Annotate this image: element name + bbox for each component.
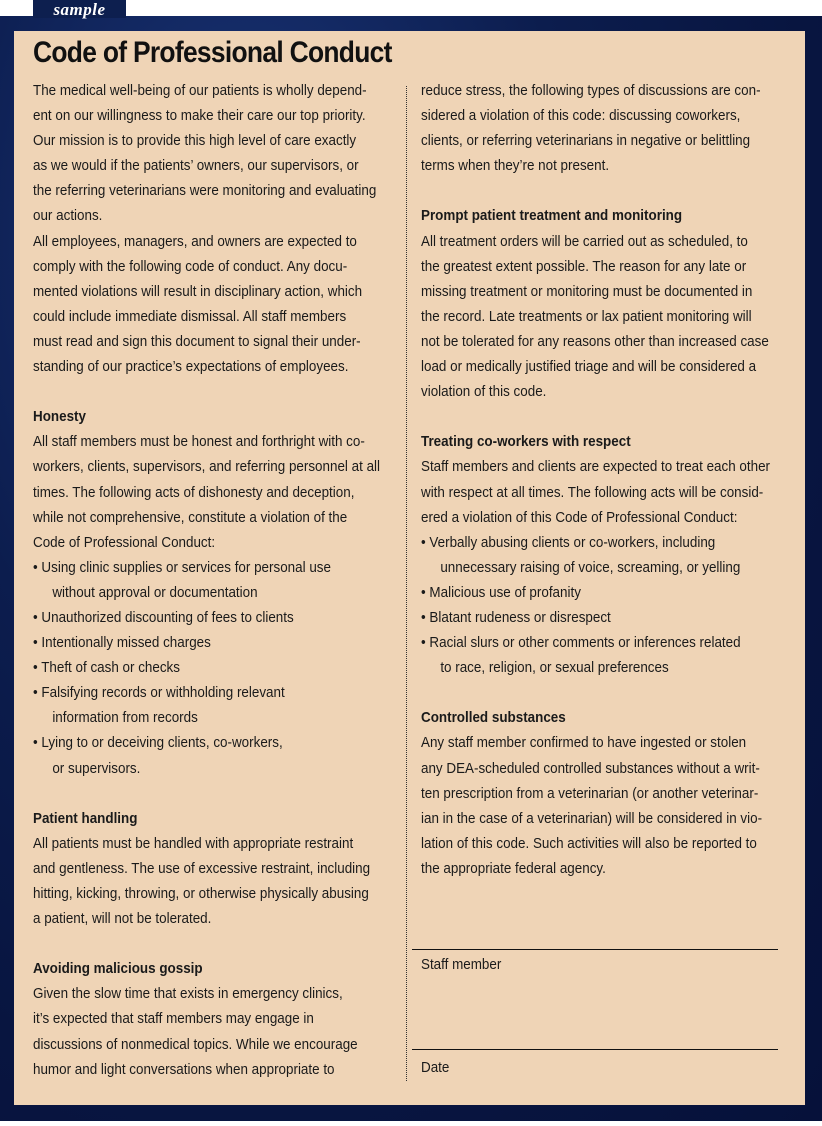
list-item: • Verbally abusing clients or co-workers, including (421, 534, 716, 551)
body-text-line: missing treatment or monitoring must be documented in (421, 283, 753, 300)
body-text-line: sidered a violation of this code: discussing coworkers, (421, 108, 741, 125)
staff-signature-label: Staff member (421, 957, 502, 973)
body-text-line: discussions of nonmedical topics. While we encourage (33, 1036, 358, 1053)
section-heading: Prompt patient treatment and monitoring (421, 208, 683, 225)
body-text-line: and gentleness. The use of excessive restraint, including (33, 860, 371, 877)
body-text-line: Staff members and clients are expected to treat each other (421, 459, 771, 476)
spacer (33, 782, 373, 807)
list-item: • Intentionally missed charges (33, 635, 211, 652)
body-text-line: while not comprehensive, constitute a violation of the (33, 509, 348, 526)
spacer (33, 932, 373, 957)
body-text-line: the referring veterinarians were monitoring and evaluating (33, 183, 377, 200)
body-text-line: All patients must be handled with appropriate restraint (33, 835, 354, 852)
body-text-line: a patient, will not be tolerated. (33, 911, 212, 928)
list-item: • Lying to or deceiving clients, co-workers, (33, 735, 283, 752)
list-item-continuation: to race, religion, or sexual preferences (440, 660, 669, 677)
body-text-line: could include immediate dismissal. All staff members (33, 308, 347, 325)
spacer (421, 405, 761, 430)
list-item: • Using clinic supplies or services for personal use (33, 559, 331, 576)
body-text-line: it’s expected that staff members may engage in (33, 1011, 314, 1028)
list-item-continuation: or supervisors. (52, 760, 141, 777)
list-item: • Theft of cash or checks (33, 660, 180, 677)
section-heading: Patient handling (33, 810, 138, 827)
sample-tab: sample (33, 0, 126, 18)
body-text-line: standing of our practice’s expectations of employees. (33, 359, 349, 376)
list-item: • Blatant rudeness or disrespect (421, 609, 611, 626)
right-column (421, 79, 791, 882)
date-signature-line[interactable] (412, 1049, 778, 1050)
body-text-line: the greatest extent possible. The reason for any late or (421, 258, 747, 275)
body-text-line: the record. Late treatments or lax patient monitoring will (421, 308, 752, 325)
page-title: Code of Professional Conduct (33, 36, 392, 69)
body-text-line: our actions. (33, 208, 103, 225)
body-text-line: Any staff member confirmed to have ingested or stolen (421, 735, 747, 752)
body-text-line: hitting, kicking, throwing, or otherwise physically abusing (33, 886, 369, 902)
spacer (33, 380, 373, 405)
body-text-line: any DEA-scheduled controlled substances without a writ- (421, 760, 760, 777)
section-heading: Avoiding malicious gossip (33, 961, 203, 978)
body-text-line: humor and light conversations when appropriate to (33, 1061, 335, 1078)
staff-signature-line[interactable] (412, 949, 778, 950)
body-text-line: All employees, managers, and owners are expected to (33, 233, 357, 250)
list-item: • Racial slurs or other comments or inferences related (421, 635, 741, 652)
list-item-continuation: unnecessary raising of voice, screaming, or yelling (440, 559, 741, 576)
date-signature-label: Date (421, 1060, 450, 1076)
section-heading: Controlled substances (421, 710, 566, 727)
body-text-line: not be tolerated for any reasons other than increased case (421, 333, 769, 350)
column-divider (406, 86, 407, 1081)
body-text-line: Given the slow time that exists in emergency clinics, (33, 986, 343, 1003)
body-text-line: ent on our willingness to make their care our top priority. (33, 108, 366, 125)
body-text-line: as we would if the patients’ owners, our supervisors, or (33, 158, 359, 175)
list-item: • Malicious use of profanity (421, 584, 581, 601)
body-text-line: the appropriate federal agency. (421, 860, 606, 877)
section-heading: Treating co-workers with respect (421, 434, 631, 451)
body-text-line: Code of Professional Conduct: (33, 534, 216, 551)
section-heading: Honesty (33, 409, 86, 426)
body-text-line: Our mission is to provide this high level of care exactly (33, 133, 357, 150)
list-item: • Falsifying records or withholding relevant (33, 685, 285, 702)
list-item-continuation: information from records (52, 710, 198, 727)
left-column (33, 79, 403, 1083)
body-text-line: clients, or referring veterinarians in negative or belittling (421, 133, 751, 150)
body-text-line: times. The following acts of dishonesty and deception, (33, 484, 355, 501)
body-text-line: ian in the case of a veterinarian) will be considered in vio- (421, 810, 763, 827)
body-text-line: comply with the following code of conduct. Any docu- (33, 258, 348, 275)
body-text-line: terms when they’re not present. (421, 158, 610, 175)
body-text-line: with respect at all times. The following acts will be consid- (421, 484, 764, 501)
body-text-line: reduce stress, the following types of discussions are con- (421, 83, 761, 99)
body-text-line: workers, clients, supervisors, and referring personnel at all (33, 459, 380, 476)
spacer (421, 681, 761, 706)
body-text-line: The medical well-being of our patients is wholly depend- (33, 83, 367, 99)
body-text-line: All treatment orders will be carried out as scheduled, to (421, 233, 748, 250)
body-text-line: All staff members must be honest and forthright with co- (33, 434, 365, 451)
body-text-line: ered a violation of this Code of Professional Conduct: (421, 509, 738, 526)
body-text-line: violation of this code. (421, 384, 547, 401)
body-text-line: load or medically justified triage and will be considered a (421, 359, 757, 376)
body-text-line: mented violations will result in disciplinary action, which (33, 283, 363, 300)
list-item-continuation: without approval or documentation (52, 584, 258, 601)
body-text-line: lation of this code. Such activities will also be reported to (421, 835, 757, 852)
list-item: • Unauthorized discounting of fees to clients (33, 609, 294, 626)
body-text-line: must read and sign this document to signal their under- (33, 333, 361, 350)
body-text-line: ten prescription from a veterinarian (or another veterinar- (421, 785, 759, 802)
spacer (421, 179, 761, 204)
